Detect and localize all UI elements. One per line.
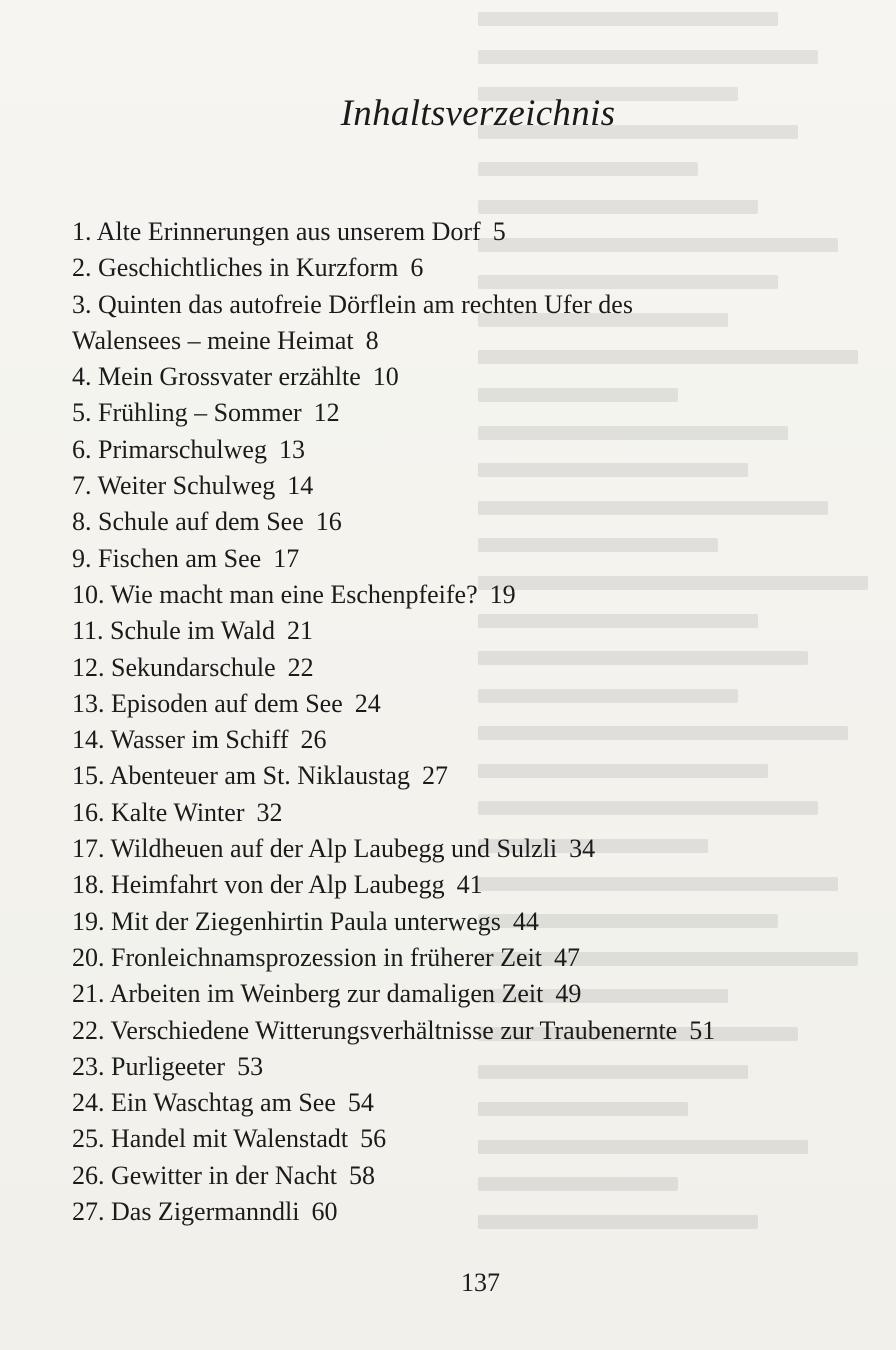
- toc-entry-page: 12: [313, 398, 340, 428]
- toc-entry-page: 53: [237, 1051, 264, 1081]
- toc-entry: [72, 577, 852, 613]
- toc-entry: [72, 758, 852, 794]
- toc-entry-number: 16.: [72, 797, 105, 827]
- toc-entry-number: 10.: [72, 579, 105, 609]
- toc-entry-title: Das Zigermanndli: [111, 1197, 300, 1227]
- toc-entry: [72, 359, 852, 395]
- toc-entry-number: 8.: [72, 507, 92, 537]
- toc-entry-page: 24: [354, 688, 381, 718]
- toc-entry: [72, 214, 852, 250]
- toc-entry: [72, 867, 852, 903]
- toc-entry: [72, 504, 852, 540]
- toc-entry-title: Heimfahrt von der Alp Laubegg: [111, 870, 445, 900]
- toc-entry: [72, 1194, 852, 1230]
- toc-entry-title: Abenteuer am St. Niklaustag: [109, 761, 410, 791]
- toc-entry-number: 14.: [72, 725, 105, 755]
- toc-entry: [72, 795, 852, 831]
- toc-entry-page: 8: [365, 325, 379, 355]
- toc-entry: [72, 904, 852, 940]
- toc-entry-title: Schule auf dem See: [98, 507, 304, 537]
- toc-entry-title: Handel mit Walenstadt: [111, 1124, 349, 1154]
- toc-entry-number: 12.: [72, 652, 105, 682]
- toc-entry-page: 54: [347, 1088, 374, 1118]
- toc-entry-page: 58: [348, 1160, 375, 1190]
- toc-entry-number: 23.: [72, 1051, 105, 1081]
- toc-entry-number: 17.: [72, 834, 105, 864]
- toc-entry-title: Episoden auf dem See: [111, 688, 343, 718]
- toc-entry-number: 9.: [72, 543, 92, 573]
- toc-entry-page: 27: [421, 761, 448, 791]
- toc-entry: [72, 650, 852, 686]
- toc-entry-number: 1.: [72, 217, 92, 246]
- toc-entry: [72, 1049, 852, 1085]
- toc-entry-number: 6.: [72, 434, 92, 464]
- toc-entry-title: Fronleichnamsprozession in früherer Zeit: [111, 942, 543, 972]
- toc-entry-page: 56: [360, 1124, 387, 1154]
- toc-entry-title: Wie macht man eine Eschenpfeife?: [110, 579, 478, 609]
- toc-entry-number: 18.: [72, 870, 105, 900]
- toc-entry-page: 6: [410, 253, 424, 283]
- toc-entry: [72, 976, 852, 1012]
- toc-entry-title: Arbeiten im Weinberg zur damaligen Zeit: [109, 979, 544, 1009]
- toc-entry-page: 21: [287, 616, 314, 646]
- toc-entry-page: 32: [256, 797, 283, 827]
- toc-entry-number: 7.: [72, 471, 92, 501]
- toc-entry-number: 25.: [72, 1124, 105, 1154]
- toc-entry-title: Geschichtliches in Kurzform: [98, 253, 399, 283]
- toc-entry-number: 4.: [72, 362, 92, 392]
- toc-entry-title: Purligeeter: [111, 1051, 226, 1081]
- toc-entry-title: Weiter Schulweg: [97, 471, 276, 501]
- toc-entry-page: 10: [372, 362, 399, 392]
- toc-entry-title: Quinten das autofreie Dörflein am rechten Ufer des Walensees – meine Heimat: [72, 289, 633, 355]
- toc-entry: [72, 250, 852, 286]
- toc-entry-page: 14: [287, 471, 314, 501]
- toc-entry: [72, 468, 852, 504]
- toc-entry: [72, 940, 852, 976]
- toc-entry-number: 19.: [72, 906, 105, 936]
- toc-entry-page: 60: [311, 1197, 338, 1227]
- table-of-contents: [72, 214, 852, 1230]
- toc-entry-title: Fischen am See: [98, 543, 262, 573]
- toc-entry-number: 24.: [72, 1088, 105, 1118]
- toc-entry-title: Frühling – Sommer: [98, 398, 302, 428]
- page-title: Inhaltsverzeichnis: [340, 93, 616, 134]
- toc-entry-number: 5.: [72, 398, 92, 428]
- toc-entry-page: 17: [273, 543, 300, 573]
- toc-entry-number: 21.: [72, 979, 105, 1009]
- page-number: 137: [461, 1268, 500, 1297]
- toc-entry-number: 11.: [72, 616, 104, 646]
- toc-entry-title: Mein Grossvater erzählte: [98, 362, 361, 392]
- toc-entry-title: Gewitter in der Nacht: [111, 1160, 337, 1190]
- toc-entry: [72, 395, 852, 431]
- toc-entry-page: 41: [456, 870, 483, 900]
- toc-entry-page: 34: [569, 834, 596, 864]
- toc-entry: [72, 686, 852, 722]
- toc-entry-page: 19: [489, 579, 516, 609]
- toc-entry-title: Verschiedene Witterungsverhältnisse zur Traubenernte: [110, 1015, 678, 1045]
- toc-entry: [72, 722, 852, 758]
- toc-entry: [72, 1121, 852, 1157]
- toc-entry-number: 20.: [72, 942, 105, 972]
- toc-entry-title: Mit der Ziegenhirtin Paula unterwegs: [111, 906, 501, 936]
- toc-entry-page: 22: [287, 652, 314, 682]
- toc-entry-number: 13.: [72, 688, 105, 718]
- toc-entry-page: 44: [512, 906, 539, 936]
- toc-entry-page: 47: [554, 942, 581, 972]
- toc-entry-title: Alte Erinnerungen aus unserem Dorf: [96, 217, 481, 246]
- toc-entry-number: 26.: [72, 1160, 105, 1190]
- toc-entry-page: 5: [492, 217, 506, 246]
- toc-entry-page: 16: [315, 507, 342, 537]
- toc-entry-page: 49: [555, 979, 582, 1009]
- toc-entry-title: Ein Waschtag am See: [111, 1088, 336, 1118]
- toc-entry-page: 13: [278, 434, 305, 464]
- toc-entry-number: 15.: [72, 761, 105, 791]
- toc-entry-title: Primarschulweg: [98, 434, 267, 464]
- toc-entry-page: 26: [300, 725, 327, 755]
- toc-entry: [72, 831, 852, 867]
- toc-entry: [72, 541, 852, 577]
- toc-entry: [72, 1013, 852, 1049]
- toc-entry-title: Kalte Winter: [111, 797, 245, 827]
- toc-entry-title: Wasser im Schiff: [110, 725, 289, 755]
- toc-entry-number: 27.: [72, 1197, 105, 1227]
- toc-entry: [72, 1158, 852, 1194]
- toc-entry-number: 2.: [72, 253, 92, 283]
- toc-entry-title: Wildheuen auf der Alp Laubegg und Sulzli: [110, 834, 558, 864]
- toc-entry: [72, 432, 852, 468]
- toc-entry-number: 3.: [72, 289, 92, 319]
- toc-entry: [72, 1085, 852, 1121]
- toc-entry-number: 22.: [72, 1015, 105, 1045]
- toc-entry-title: Schule im Wald: [110, 616, 276, 646]
- toc-entry: [72, 287, 732, 360]
- toc-entry-page: 51: [689, 1015, 716, 1045]
- toc-entry-title: Sekundarschule: [111, 652, 276, 682]
- toc-entry: [72, 613, 852, 649]
